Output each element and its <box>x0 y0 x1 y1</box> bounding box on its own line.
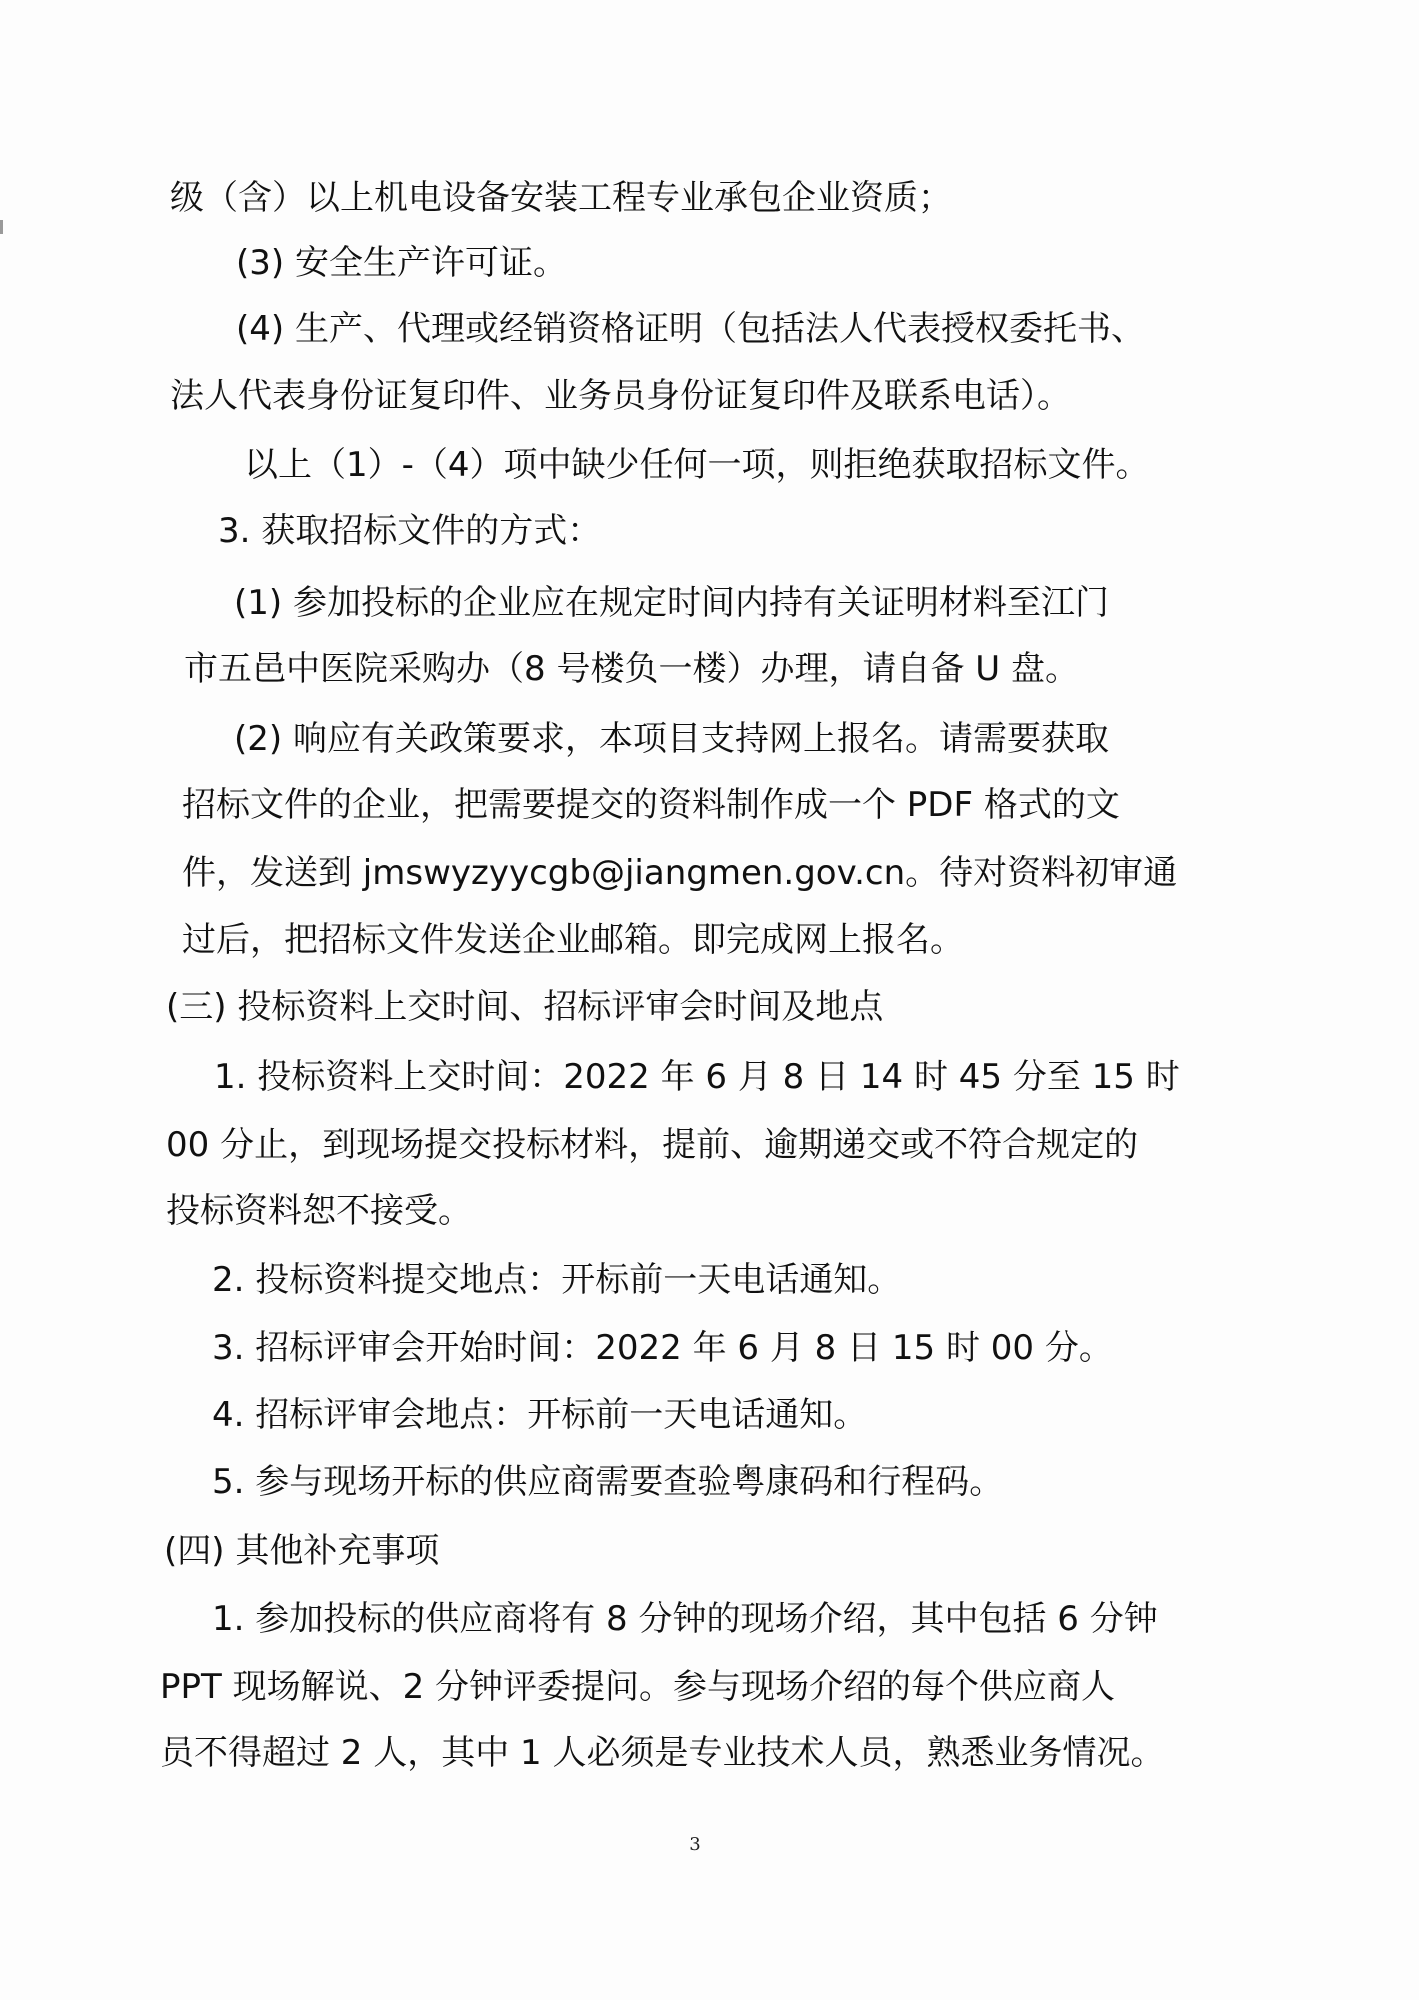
text-line: 过后，把招标文件发送企业邮箱。即完成网上报名。 <box>182 920 964 960</box>
text-line: (3) 安全生产许可证。 <box>236 243 567 283</box>
text-line: PPT 现场解说、2 分钟评委提问。参与现场介绍的每个供应商人 <box>160 1667 1116 1707</box>
text-line: 4. 招标评审会地点：开标前一天电话通知。 <box>212 1395 868 1435</box>
section-heading: (三) 投标资料上交时间、招标评审会时间及地点 <box>166 987 884 1027</box>
text-line: (4) 生产、代理或经销资格证明（包括法人代表授权委托书、 <box>236 309 1145 349</box>
text-line: 1. 参加投标的供应商将有 8 分钟的现场介绍，其中包括 6 分钟 <box>212 1599 1158 1639</box>
scan-edge-mark <box>0 220 3 234</box>
text-line: 3. 招标评审会开始时间：2022 年 6 月 8 日 15 时 00 分。 <box>212 1328 1113 1368</box>
text-line: 投标资料恕不接受。 <box>166 1191 472 1231</box>
text-line: 件，发送到 jmswyzyycgb@jiangmen.gov.cn。待对资料初审通 <box>182 853 1178 893</box>
text-line: 法人代表身份证复印件、业务员身份证复印件及联系电话）。 <box>170 376 1071 416</box>
text-line: 1. 投标资料上交时间：2022 年 6 月 8 日 14 时 45 分至 15 时 <box>214 1057 1180 1097</box>
text-line: (2) 响应有关政策要求，本项目支持网上报名。请需要获取 <box>234 719 1109 759</box>
text-line: (1) 参加投标的企业应在规定时间内持有关证明材料至江门 <box>234 583 1109 623</box>
text-line: 员不得超过 2 人，其中 1 人必须是专业技术人员，熟悉业务情况。 <box>160 1733 1165 1773</box>
text-line: 以上（1）-（4）项中缺少任何一项，则拒绝获取招标文件。 <box>244 445 1150 485</box>
text-line: 2. 投标资料提交地点：开标前一天电话通知。 <box>212 1260 902 1300</box>
text-line: 5. 参与现场开标的供应商需要查验粤康码和行程码。 <box>212 1462 1004 1502</box>
text-line: 00 分止，到现场提交投标材料，提前、逾期递交或不符合规定的 <box>166 1125 1139 1165</box>
text-line: 招标文件的企业，把需要提交的资料制作成一个 PDF 格式的文 <box>182 785 1120 825</box>
section-heading: (四) 其他补充事项 <box>164 1531 440 1571</box>
text-line: 级（含）以上机电设备安装工程专业承包企业资质； <box>170 178 952 218</box>
text-line: 市五邑中医院采购办（8 号楼负一楼）办理，请自备 U 盘。 <box>184 649 1079 689</box>
page-number: 3 <box>689 1834 701 1855</box>
text-line: 3. 获取招标文件的方式： <box>218 511 602 551</box>
